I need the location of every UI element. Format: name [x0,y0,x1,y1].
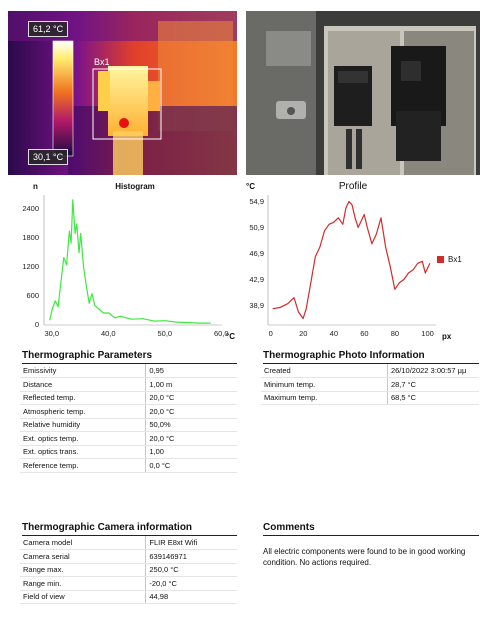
scale-max-label: 61,2 °C [28,21,68,37]
histogram-title: Histogram [115,182,155,191]
row-value: 26/10/2022 3:00:57 μμ [387,364,479,378]
table-row [20,536,237,550]
profile-x-tick: 80 [390,329,400,338]
row-value: 0,95 [146,364,237,378]
histogram-y-tick: 0 [34,320,39,329]
table-row [20,364,237,378]
row-label: Range max. [20,563,146,577]
table-row [20,590,237,604]
row-value: 20,0 °C [146,391,237,405]
profile-axes [268,195,436,325]
row-value: 44,98 [146,590,237,604]
row-value: -20,0 °C [146,577,237,591]
profile-y-tick: 54,9 [249,197,264,207]
profile-x-tick: 40 [329,329,339,338]
row-value: FLIR E8xt Wifi [146,536,237,550]
row-value: 1,00 [146,445,237,459]
row-value: 50,0% [146,418,237,432]
histogram-y-tick: 600 [26,291,39,301]
row-value: 20,0 °C [146,432,237,446]
row-label: Distance [20,378,146,392]
profile-x-tick: 20 [299,329,308,338]
table-row [20,391,237,405]
profile-x-tick: 100 [421,329,434,338]
histogram-y-tick: 1800 [22,233,39,243]
table-row [20,459,237,473]
histogram-x-tick: 40,0 [100,329,116,338]
divider [263,535,479,536]
thermo-params-table [20,364,237,473]
row-value: 1,00 m [146,378,237,392]
profile-y-tick: 42,9 [249,275,264,285]
profile-x-tick: 60 [360,329,369,338]
camera-info-table [20,536,237,604]
table-row [20,577,237,591]
table-row [20,432,237,446]
table-row [20,563,237,577]
table-row [261,364,479,378]
histogram-x-unit: °C [226,332,235,341]
table-row [20,378,237,392]
table-row [20,405,237,419]
legend-swatch [437,256,444,263]
row-value: 20,0 °C [146,405,237,419]
row-value: 0,0 °C [146,459,237,473]
row-value: 68,5 °C [387,391,479,405]
profile-series-line [273,202,430,319]
row-value: 639146971 [146,550,237,564]
table-row [20,445,237,459]
table-row [261,378,479,392]
profile-y-unit: °C [246,182,255,191]
row-label: Camera serial [20,550,146,564]
row-label: Maximum temp. [261,391,387,405]
row-label: Atmospheric temp. [20,405,146,419]
row-label: Camera model [20,536,146,550]
table-row [261,391,479,405]
row-label: Minimum temp. [261,378,387,392]
row-label: Reference temp. [20,459,146,473]
measurement-box-label: Bx1 [94,57,110,67]
comments-text: All electric components were found to be in good working condition. No actions required. [263,547,466,567]
row-label: Ext. optics trans. [20,445,146,459]
histogram-x-tick: 50,0 [157,329,173,338]
histogram-x-tick: 30,0 [44,329,60,338]
legend-label: Bx1 [448,255,462,264]
scale-min-label: 30,1 °C [28,149,68,165]
photo-info-table [261,364,479,405]
table-row [20,550,237,564]
row-value: 28,7 °C [387,378,479,392]
camera-info-title: Thermographic Camera information [22,522,193,533]
profile-x-unit: px [442,332,452,341]
thermo-params-title: Thermographic Parameters [22,350,153,361]
row-label: Reflected temp. [20,391,146,405]
row-label: Created [261,364,387,378]
row-value: 250,0 °C [146,563,237,577]
profile-y-tick: 46,9 [249,249,264,259]
row-label: Field of view [20,590,146,604]
photo-info-title: Thermographic Photo Information [263,350,425,361]
histogram-y-tick: 1200 [22,262,39,272]
table-row [20,418,237,432]
profile-y-tick: 50,9 [249,223,264,233]
histogram-y-unit: n [33,182,38,191]
profile-title: Profile [338,181,368,192]
row-label: Emissivity [20,364,146,378]
row-label: Range min. [20,577,146,591]
histogram-x-tick: 60,0 [214,329,229,338]
row-label: Ext. optics temp. [20,432,146,446]
comments-title: Comments [263,522,315,533]
profile-x-tick: 0 [268,329,273,338]
profile-y-tick: 38,9 [249,301,264,311]
histogram-y-tick: 2400 [22,204,39,214]
row-label: Relative humidity [20,418,146,432]
